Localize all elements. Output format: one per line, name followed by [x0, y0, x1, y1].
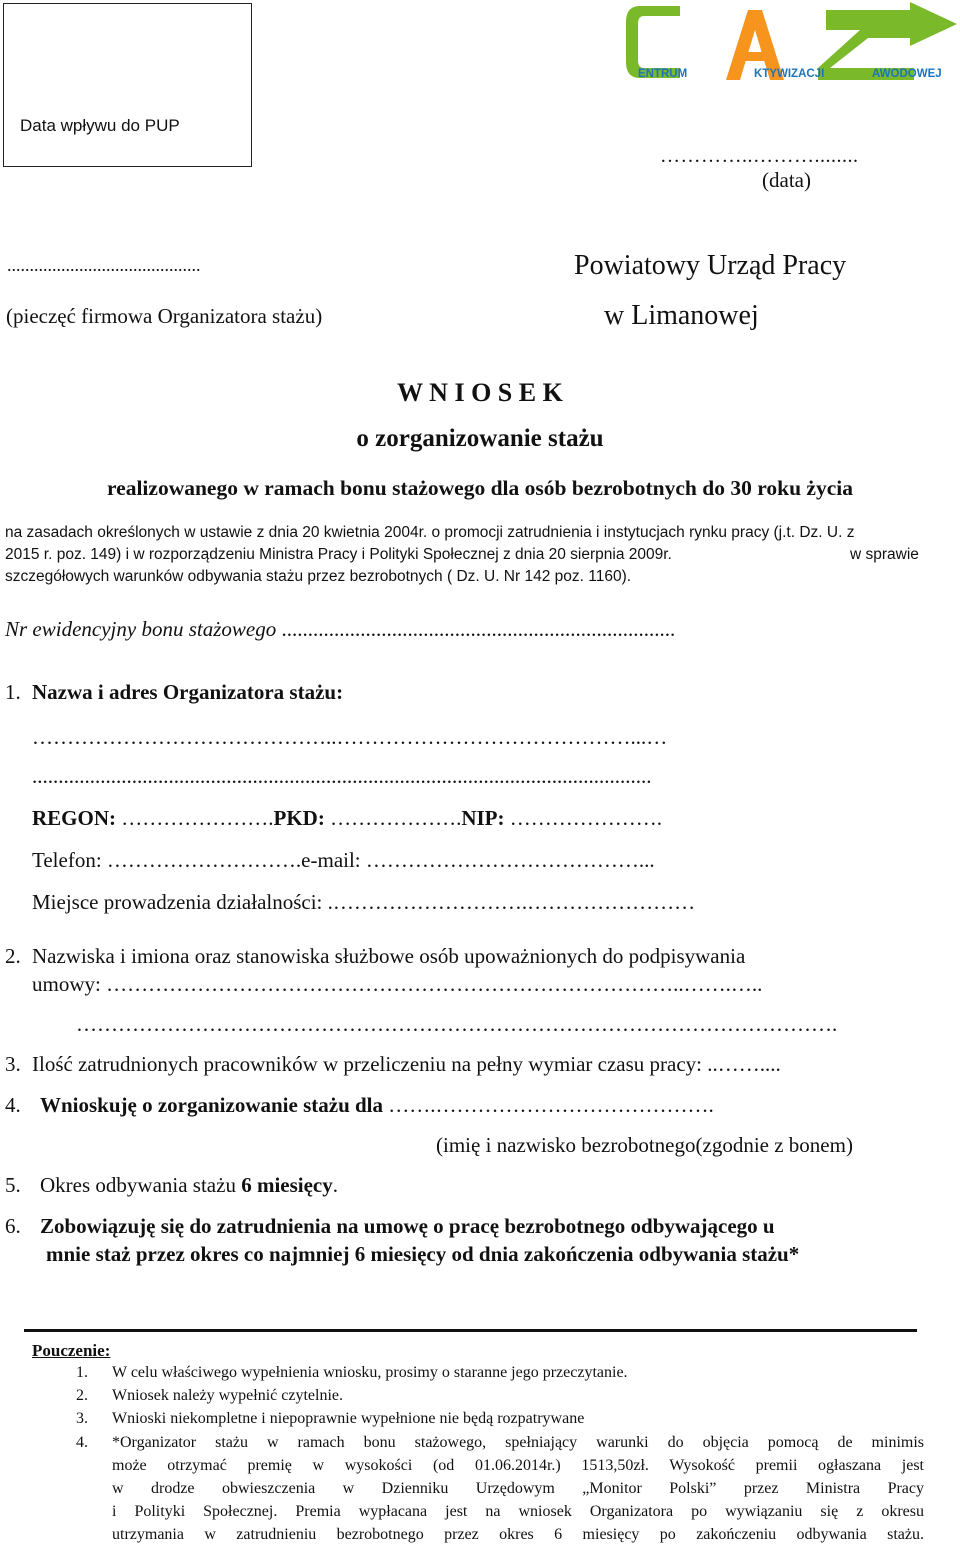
organizer-name-dots-a: ……………………………………..: [32, 725, 337, 749]
section-6-line-2: mnie staż przez okres co najmniej 6 miesięcy od dnia zakończenia odbywania stażu*: [46, 1242, 800, 1266]
pkd-label: PKD:: [273, 806, 325, 830]
section-3-number: 3.: [5, 1052, 21, 1076]
business-place-label: Miejsce prowadzenia działalności:: [32, 890, 323, 914]
section-2-text-2: umowy:: [32, 972, 101, 996]
nip-field[interactable]: ………………….: [504, 806, 662, 830]
notice-item-4-line-2: może otrzymać premię w wysokości (od 01.06.2014r.) 1513,50zł. Wysokość premii ogłaszana jest: [112, 1457, 924, 1474]
office-name: Powiatowy Urząd Pracy: [574, 250, 847, 281]
section-4-hint: (imię i nazwisko bezrobotnego(zgodnie z bonem): [436, 1133, 853, 1157]
organizer-name-dots-b: ……………………………………...…: [336, 725, 668, 749]
voucher-number-row: [5, 617, 675, 642]
date-field-dots[interactable]: …………..………........: [660, 145, 859, 167]
contact-row: [32, 848, 655, 873]
section-4-number: 4.: [5, 1093, 21, 1117]
section-2-text: Nazwiska i imiona oraz stanowiska służbowe osób upoważnionych do podpisywania: [32, 944, 746, 968]
business-place-row: [32, 890, 695, 915]
notice-item-4-number: 4.: [76, 1434, 88, 1451]
section-6-line-1: Zobowiązuję się do zatrudnienia na umowę o pracę bezrobotnego odbywającego u: [40, 1214, 775, 1238]
section-5-number: 5.: [5, 1173, 21, 1197]
section-2-number: 2.: [5, 944, 21, 968]
legal-basis-line-1: na zasadach określonych w ustawie z dnia 20 kwietnia 2004r. o promocji zatrudnienia i instytucjach rynku pracy (j.t. Dz. U. z: [5, 524, 855, 541]
voucher-number-label: Nr ewidencyjny bonu stażowego: [5, 617, 277, 641]
notice-item-4-line-3: w drodze obwieszczenia w Dzienniku Urzędowym „Monitor Polski” przez Ministra Pracy: [112, 1480, 924, 1497]
business-place-field[interactable]: .……………………….……………………: [322, 890, 696, 914]
section-5-end: .: [332, 1173, 338, 1197]
legal-basis-line-2: 2015 r. poz. 149) i w rozporządzeniu Ministra Pracy i Polityki Społecznej z dnia 20 sierpnia 2009r.: [5, 546, 672, 563]
email-label: e-mail:: [301, 848, 361, 872]
notice-item-1: W celu właściwego wypełnienia wniosku, prosimy o staranne jego przeczytanie.: [112, 1364, 628, 1381]
notice-item-4-line-5: utrzymania w zatrudnieniu bezrobotnego przez okres 6 miesięcy po zakończeniu odbywania stażu.: [112, 1526, 924, 1543]
section-4-row: [40, 1093, 714, 1118]
logo-text-3: AWODOWEJ: [872, 68, 942, 80]
nip-label: NIP:: [461, 806, 505, 830]
section-3-text: Ilość zatrudnionych pracowników w przeliczeniu na pełny wymiar czasu pracy:: [32, 1052, 702, 1076]
section-6-number: 6.: [5, 1214, 21, 1238]
document-title: W N I O S E K: [397, 378, 563, 407]
notice-item-2: Wniosek należy wypełnić czytelnie.: [112, 1387, 344, 1404]
organizer-name-field[interactable]: [32, 725, 922, 750]
caz-logo: [622, 2, 957, 84]
notice-item-2-number: 2.: [76, 1387, 88, 1404]
section-4-text: Wnioskuję o zorganizowanie stażu dla: [40, 1093, 384, 1117]
company-stamp-dots[interactable]: ...........................................: [7, 255, 201, 275]
document-subtitle-2: realizowanego w ramach bonu stażowego dla osób bezrobotnych do 30 roku życia: [107, 476, 853, 500]
authorized-persons-field-2[interactable]: ……………………………………………………………………………………………….: [76, 1012, 838, 1036]
organizer-address-field[interactable]: ......................................................................................................................: [32, 764, 652, 788]
voucher-number-dots[interactable]: ...........................................................................: [281, 617, 676, 641]
section-5-text: Okres odbywania stażu: [40, 1173, 242, 1197]
section-1-title: Nazwa i adres Organizatora stażu:: [32, 680, 344, 704]
logo-text-2: KTYWIZACJI: [754, 68, 825, 80]
section-2-row: [32, 972, 762, 997]
notice-item-3-number: 3.: [76, 1410, 88, 1427]
legal-basis-line-3: szczegółowych warunków odbywania stażu przez bezrobotnych ( Dz. U. Nr 142 poz. 1160).: [5, 568, 632, 585]
authorized-persons-field[interactable]: ………………………………………………………………………..…….…..: [100, 972, 763, 996]
logo-text-1: ENTRUM: [638, 68, 688, 80]
unemployed-name-field[interactable]: …….………………………………….: [383, 1093, 714, 1117]
phone-label: Telefon:: [32, 848, 102, 872]
notice-item-4-line-4: i Polityki Społecznej. Premia wypłacana jest na wniosek Organizatora po wywiązaniu się z okresu: [112, 1503, 924, 1520]
notice-title: Pouczenie:: [32, 1341, 111, 1360]
company-stamp-label: (pieczęć firmowa Organizatora stażu): [6, 304, 323, 328]
legal-basis-line-2-end: w sprawie: [850, 546, 919, 563]
regon-pkd-nip-row: [32, 806, 662, 831]
employee-count-field[interactable]: ..……....: [702, 1052, 781, 1076]
receipt-date-box: [3, 3, 252, 167]
notice-item-3: Wnioski niekompletne i niepoprawnie wypełnione nie będą rozpatrywane: [112, 1410, 585, 1427]
office-city: w Limanowej: [604, 300, 759, 331]
date-label: (data): [762, 168, 811, 192]
receipt-date-label: Data wpływu do PUP: [20, 116, 180, 135]
section-5-row: [40, 1173, 338, 1198]
internship-period-value: 6 miesięcy: [241, 1173, 333, 1197]
email-field[interactable]: …………………………………...: [360, 848, 655, 872]
notice-item-1-number: 1.: [76, 1364, 88, 1381]
notice-item-4-line-1: *Organizator stażu w ramach bonu stażowego, spełniający warunki do objęcia pomocą de minimis: [112, 1434, 924, 1451]
document-subtitle: o zorganizowanie stażu: [356, 425, 604, 452]
section-1-number: 1.: [5, 680, 21, 704]
phone-field[interactable]: ……………………….: [101, 848, 302, 872]
pkd-field[interactable]: ……………….: [324, 806, 462, 830]
section-3-row: [32, 1052, 781, 1077]
notice-divider: [24, 1329, 917, 1332]
regon-label: REGON:: [32, 806, 116, 830]
regon-field[interactable]: ………………….: [116, 806, 274, 830]
